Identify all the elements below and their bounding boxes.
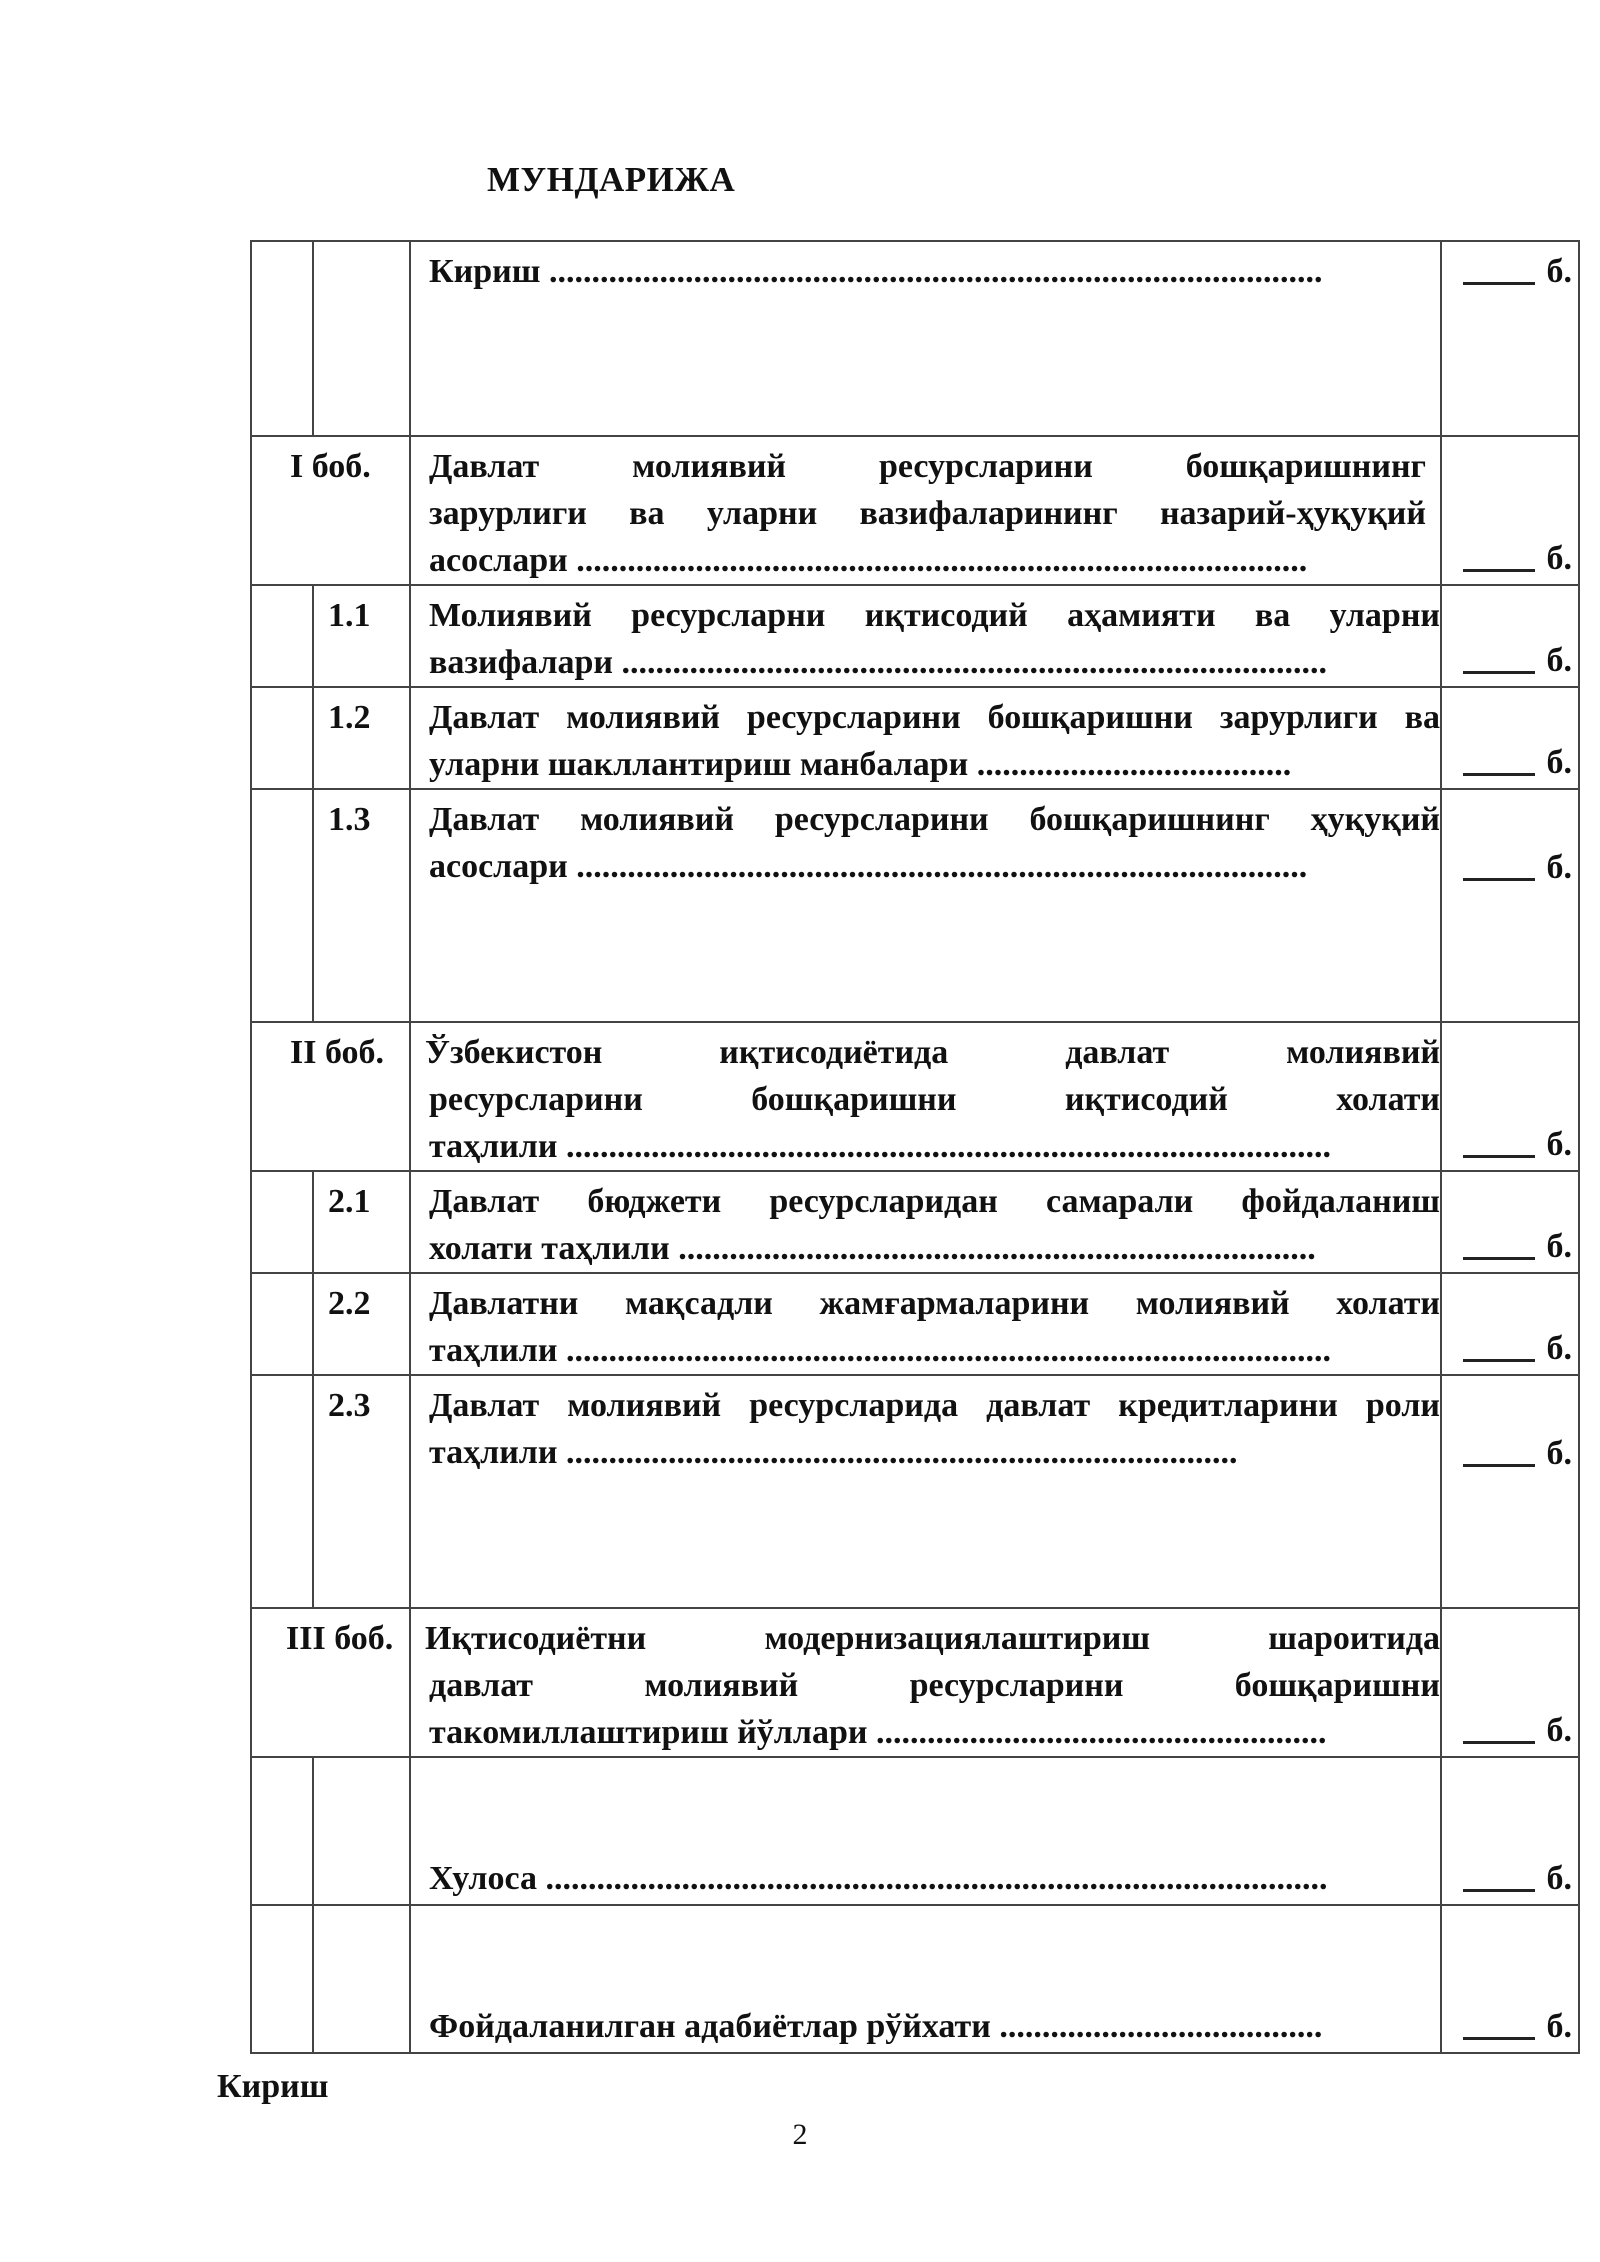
toc-entry-text: Давлат молиявий ресурсларини бошқаришнинг зарурлиги ва уларни вазифаларининг назарий-ҳуқуқий асослари ...................................................................................... [410,436,1441,585]
toc-entry-text: Давлат молиявий ресурсларини бошқаришни зарурлиги ва уларни шакллантириш манбалари ..................................... [410,687,1441,789]
page-ref: б. [1441,1273,1579,1375]
introduction-heading: Кириш [217,2068,329,2105]
page-ref: б. [1441,789,1579,1022]
page-ref: б. [1441,1757,1579,1905]
toc-row-chapter-3 [251,1608,1579,1757]
page-ref: б. [1441,1608,1579,1757]
contents-title: МУНДАРИЖА [487,160,736,199]
toc-entry-text: Фойдаланилган адабиётлар рўйхати ...................................... [410,1905,1441,2053]
toc-entry-text: Давлат бюджети ресурсларидан самарали фойдаланиш холати таҳлили ........................................................................... [410,1171,1441,1273]
page-number-blank [1463,1434,1535,1467]
page-number-blank [1463,641,1535,674]
page-number-blank [1463,1125,1535,1158]
toc-row-section-2-2 [251,1273,1579,1375]
chapter-label: II боб. [251,1022,410,1171]
page-number-blank [1463,848,1535,881]
toc-row-introduction [251,241,1579,436]
page-ref: б. [1441,1375,1579,1608]
page-number-blank [1463,1329,1535,1362]
toc-row-section-1-1 [251,585,1579,687]
toc-row-conclusion [251,1757,1579,1905]
section-number: 2.1 [313,1171,410,1273]
page-number-blank [1463,1859,1535,1892]
toc-entry-text: Кириш ........................................................................................... [410,241,1441,436]
toc-entry-text: Хулоса ............................................................................................ [410,1757,1441,1905]
toc-row-section-1-2 [251,687,1579,789]
toc-entry-text: Молиявий ресурсларни иқтисодий аҳамияти ва уларни вазифалари ................................................................................... [410,585,1441,687]
chapter-label: III боб. [251,1608,410,1757]
page-number: 2 [792,2118,808,2151]
toc-row-section-2-1 [251,1171,1579,1273]
toc-entry-text: Иқтисодиётни модернизациялаштириш шароитида давлат молиявий ресурсларини бошқаришни такомиллаштириш йўллари ..................................................... [410,1608,1441,1757]
table-of-contents [250,240,1580,2054]
toc-row-chapter-1 [251,436,1579,585]
toc-entry-text: Давлат молиявий ресурсларини бошқаришнинг ҳуқуқий асослари ...................................................................................... [410,789,1441,1022]
section-number: 1.3 [313,789,410,1022]
toc-entry-text: Ўзбекистон иқтисодиётида давлат молиявий ресурсларини бошқаришни иқтисодий холати таҳлили .......................................................................................... [410,1022,1441,1171]
toc-entry-text: Давлат молиявий ресурсларида давлат кредитларини роли таҳлили ............................................................................... [410,1375,1441,1608]
page-ref: б. [1441,436,1579,585]
toc-row-section-1-3 [251,789,1579,1022]
page-ref: б. [1441,585,1579,687]
section-number: 2.2 [313,1273,410,1375]
page-ref: б. [1441,687,1579,789]
page-ref: б. [1441,1905,1579,2053]
page-ref: б. [1441,241,1579,436]
page-number-blank [1463,1711,1535,1744]
page-number-blank [1463,1227,1535,1260]
page-ref: б. [1441,1022,1579,1171]
toc-row-section-2-3 [251,1375,1579,1608]
page-number-blank [1463,2007,1535,2040]
page-ref: б. [1441,1171,1579,1273]
section-number: 1.1 [313,585,410,687]
toc-row-chapter-2 [251,1022,1579,1171]
toc-row-references [251,1905,1579,2053]
page-number-blank [1463,539,1535,572]
section-number: 2.3 [313,1375,410,1608]
chapter-label: I боб. [251,436,410,585]
page-number-blank [1463,252,1535,285]
page-number-blank [1463,743,1535,776]
toc-entry-text: Давлатни мақсадли жамғармаларини молиявий холати таҳлили .......................................................................................... [410,1273,1441,1375]
section-number: 1.2 [313,687,410,789]
